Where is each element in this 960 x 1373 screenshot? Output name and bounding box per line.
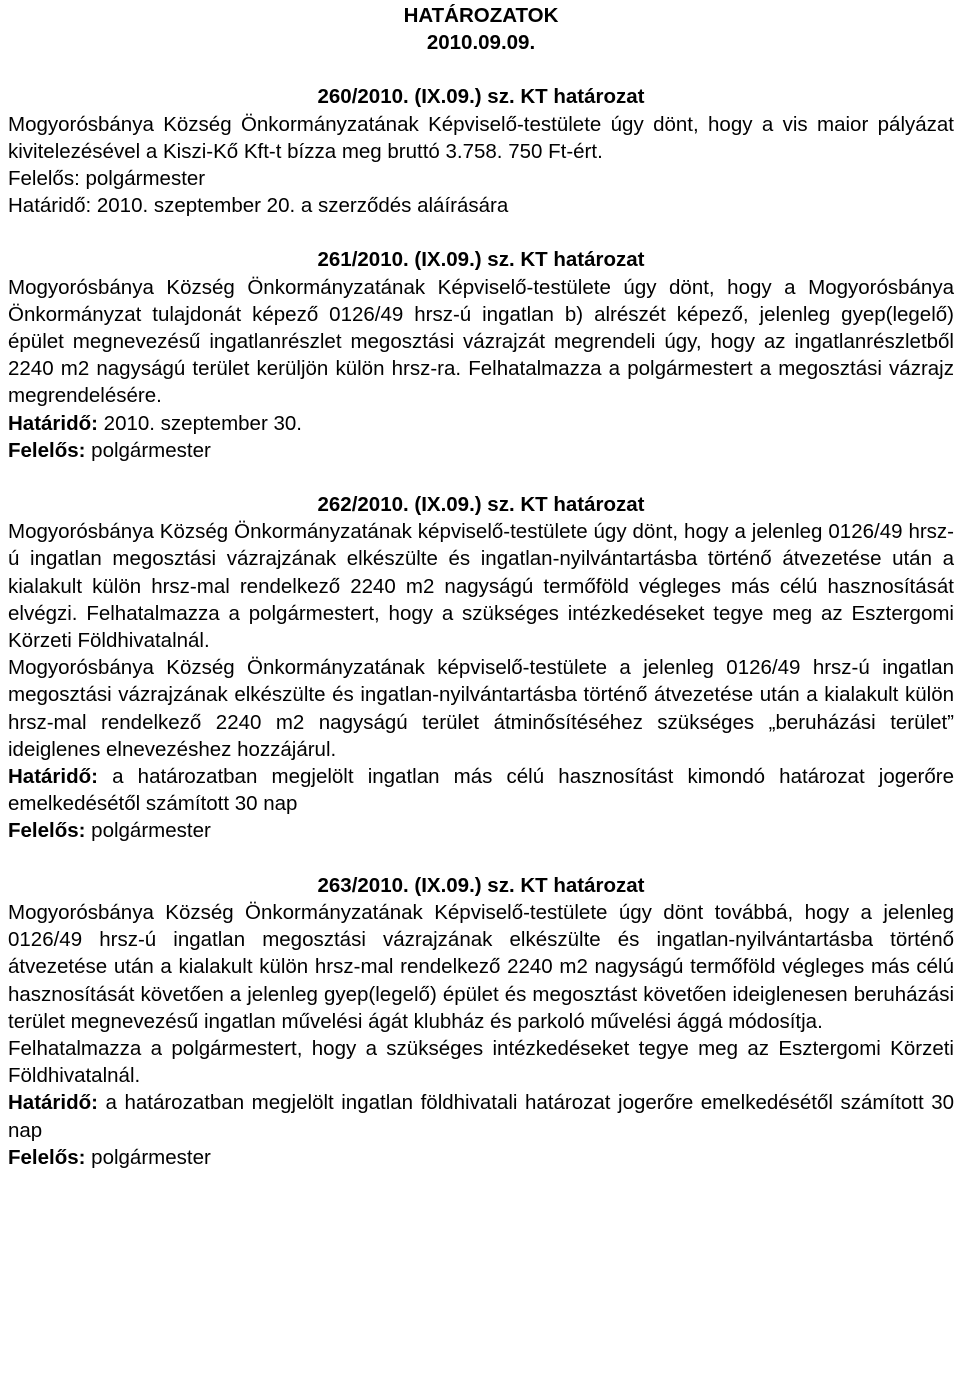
responsible-value: polgármester — [85, 438, 211, 462]
resolution-body: Mogyorósbánya Község Önkormányzatának Képviselő-testülete úgy dönt, hogy a Mogyorósbánya Önkormányzat tulajdonát képező 0126/49 hrsz-ú ingatlan b) alrészét képező, jelenleg gyep(legelő) épület megnevezésű ingatlanrészlet megosztási vázrajzát megrendeli úgy, hogy az ingatlanrészletből 2240 m2 nagyságú terület kerüljön külön hrsz-ra. Felhatalmazza a polgármestert a megosztási vázrajz megrendelésére. — [8, 275, 954, 408]
resolution-body: Mogyorósbánya Község Önkormányzatának Képviselő-testülete úgy dönt továbbá, hogy a jelenleg 0126/49 hrsz-ú ingatlan megosztási vázrajzának elkészülte és ingatlan-nyilvántartásba történő átvezetése után a kialakult külön hrsz-mal rendelkező 2240 m2 nagyságú termőföld végleges más célú hasznosítását követően a jelenleg gyep(legelő) épület és megosztást követően ideiglenesen beruházási terület megnevezésű ingatlan művelési ágát klubház és parkoló művelési ággá módosítja. — [8, 900, 954, 1033]
document-date: 2010.09.09. — [426, 31, 536, 55]
deadline-value: a határozatban megjelölt ingatlan más célú hasznosítást kimondó határozat jogerőre emelkedésétől számított 30 nap — [8, 765, 954, 816]
resolution-260 — [8, 83, 954, 219]
responsible-line — [8, 437, 954, 464]
resolution-heading: 261/2010. (IX.09.) sz. KT határozat — [317, 248, 645, 272]
resolution-body: Mogyorósbánya Község Önkormányzatának képviselő-testülete úgy dönt, hogy a jelenleg 0126/49 hrsz-ú ingatlan megosztási vázrajzának elkészülte és ingatlan-nyilvántartásba történő átvezetése után a kialakult külön hrsz-mal rendelkező 2240 m2 nagyságú termőföld végleges más célú hasznosítását elvégzi. Felhatalmazza a polgármestert, hogy a szükséges intézkedéseket tegye meg az Esztergomi Körzeti Földhivatalnál. — [8, 520, 954, 653]
resolution-262 — [8, 491, 954, 845]
responsible-label: Felelős: — [8, 819, 86, 843]
responsible-line — [8, 817, 954, 844]
deadline-line — [8, 1089, 954, 1143]
spacer — [8, 219, 954, 246]
deadline-line — [8, 763, 954, 817]
responsible-value: polgármester — [85, 819, 211, 843]
responsible-label: Felelős: — [8, 1145, 86, 1169]
resolution-263 — [8, 872, 954, 1171]
resolution-heading: 262/2010. (IX.09.) sz. KT határozat — [317, 493, 645, 517]
resolution-heading: 263/2010. (IX.09.) sz. KT határozat — [317, 873, 645, 897]
deadline-label: Határidő: — [8, 1091, 98, 1115]
responsible-label: Felelős: — [8, 438, 86, 462]
spacer — [8, 464, 954, 491]
resolution-heading: 260/2010. (IX.09.) sz. KT határozat — [317, 85, 645, 109]
responsible-value: polgármester — [85, 1145, 211, 1169]
resolution-body: Mogyorósbánya Község Önkormányzatának Képviselő-testülete úgy dönt, hogy a vis maior pályázat kivitelezésével a Kiszi-Kő Kft-t bízza meg bruttó 3.758. 750 Ft-ért. — [8, 112, 954, 163]
spacer — [8, 845, 954, 872]
deadline-line: Határidő: 2010. szeptember 20. a szerződés aláírására — [8, 194, 509, 218]
deadline-label: Határidő: — [8, 765, 98, 789]
document-title: HATÁROZATOK — [403, 4, 559, 27]
responsible-line — [8, 1144, 954, 1171]
resolution-body: Felhatalmazza a polgármestert, hogy a szükséges intézkedéseket tegye meg az Esztergomi Körzeti Földhivatalnál. — [8, 1036, 954, 1088]
deadline-label: Határidő: — [8, 411, 98, 435]
resolution-body: Mogyorósbánya Község Önkormányzatának képviselő-testülete a jelenleg 0126/49 hrsz-ú ingatlan megosztási vázrajzának elkészülte és ingatlan-nyilvántartásba történő átvezetése után a kialakult külön hrsz-mal rendelkező 2240 m2 nagyságú terület átminősítéséhez szükséges „beruházási terület” ideiglenes elnevezéshez hozzájárul. — [8, 656, 954, 761]
deadline-line — [8, 410, 954, 437]
document-page — [8, 2, 954, 1171]
resolution-261 — [8, 246, 954, 464]
responsible-line: Felelős: polgármester — [8, 167, 206, 191]
deadline-value: 2010. szeptember 30. — [97, 411, 302, 435]
spacer — [8, 56, 954, 83]
deadline-value: a határozatban megjelölt ingatlan földhivatali határozat jogerőre emelkedésétől számított 30 nap — [8, 1091, 954, 1142]
